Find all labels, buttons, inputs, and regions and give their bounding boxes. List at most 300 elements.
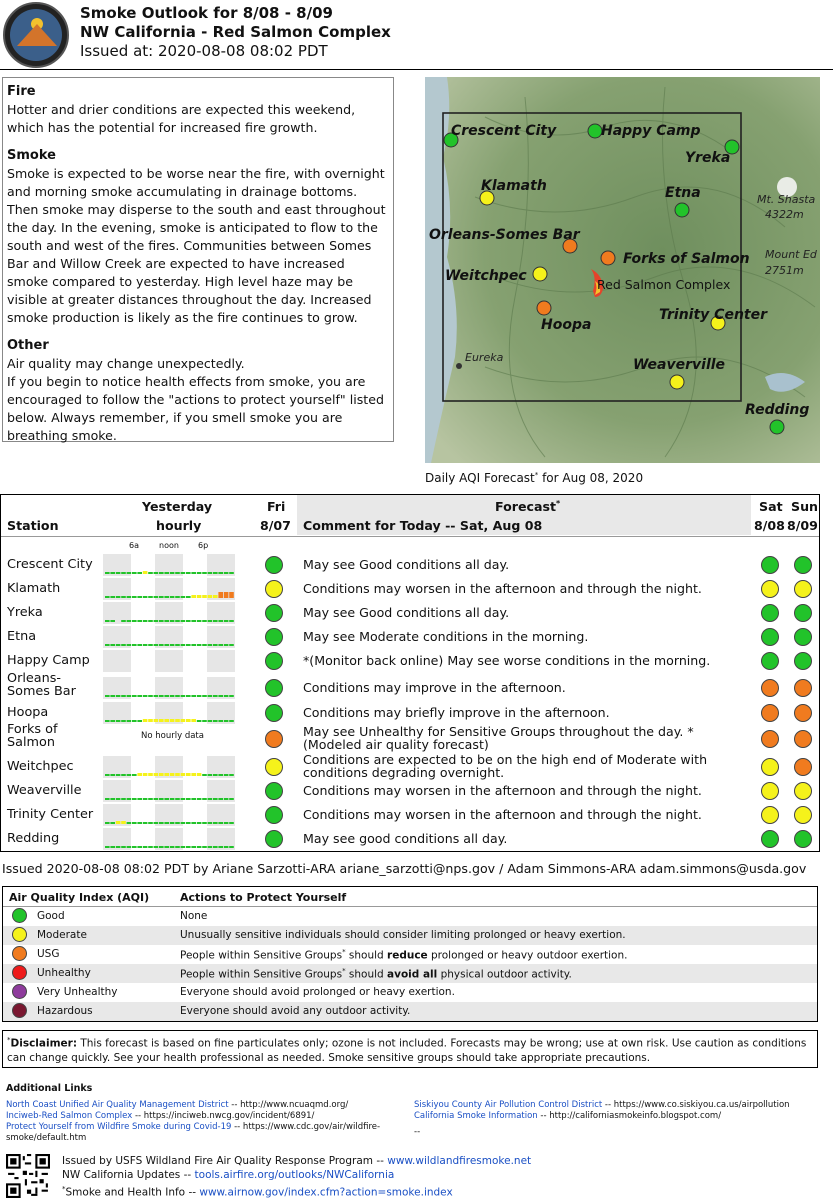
hourly-bar bbox=[170, 798, 175, 800]
hourly-bar bbox=[202, 644, 207, 646]
link-ncuaqmd[interactable]: North Coast Unified Air Quality Management District -- http://www.ncuaqmd.org/ bbox=[6, 1100, 349, 1110]
table-row bbox=[1, 625, 819, 649]
col-sat-date: 8/08 bbox=[754, 518, 785, 533]
hourly-bar bbox=[110, 846, 115, 848]
forecast-comment: May see Good conditions all day. bbox=[303, 557, 510, 572]
fri-aqi-dot bbox=[265, 730, 283, 748]
hourly-bar bbox=[191, 572, 196, 574]
hourly-bar bbox=[175, 846, 180, 848]
hourly-bar bbox=[224, 720, 229, 722]
hourly-bar bbox=[202, 720, 207, 722]
station-name: Weaverville bbox=[7, 783, 82, 798]
hourly-bar bbox=[224, 620, 229, 622]
region-title: NW California - Red Salmon Complex bbox=[80, 23, 391, 41]
sat-aqi-dot bbox=[761, 580, 779, 598]
hourly-bar bbox=[218, 572, 223, 574]
map-label-weaverville: Weaverville bbox=[633, 357, 726, 373]
hourly-bar bbox=[148, 719, 153, 722]
hourly-bar bbox=[121, 596, 126, 598]
hourly-bar bbox=[170, 572, 175, 574]
hourly-bar bbox=[137, 695, 142, 697]
map-dot-happy-camp bbox=[588, 124, 602, 138]
hourly-bar bbox=[159, 572, 164, 574]
hourly-bar bbox=[154, 572, 159, 574]
legend-row bbox=[3, 1002, 817, 1021]
smoke-heading: Smoke bbox=[7, 148, 56, 163]
hourly-bar bbox=[121, 821, 126, 824]
hourly-bar bbox=[213, 822, 218, 824]
hourly-bar bbox=[191, 798, 196, 800]
hourly-bar bbox=[143, 620, 148, 622]
hourly-bar bbox=[224, 846, 229, 848]
legend-action: Everyone should avoid any outdoor activity. bbox=[180, 1005, 411, 1017]
hourly-bar bbox=[186, 773, 191, 776]
link-inciweb[interactable]: Inciweb-Red Salmon Complex -- https://inciweb.nwcg.gov/incident/6891/ bbox=[6, 1111, 315, 1121]
sat-aqi-dot bbox=[761, 628, 779, 646]
legend-head-aqi: Air Quality Index (AQI) bbox=[9, 891, 150, 904]
hourly-bar bbox=[154, 773, 159, 776]
hourly-bar bbox=[148, 773, 153, 776]
map-dot-weitchpec bbox=[533, 267, 547, 281]
col-station: Station bbox=[7, 518, 59, 533]
map-caption: Daily AQI Forecast* for Aug 08, 2020 bbox=[425, 471, 644, 485]
hourly-bar bbox=[132, 720, 137, 722]
station-name: Hoopa bbox=[7, 705, 49, 720]
link-cdc[interactable]: Protect Yourself from Wildfire Smoke during Covid-19 -- https://www.cdc.gov/air/wildfire-smoke/default.htm bbox=[6, 1122, 381, 1143]
hourly-bar bbox=[127, 620, 132, 622]
hourly-bar bbox=[218, 798, 223, 800]
hourly-bar bbox=[213, 774, 218, 776]
table-row bbox=[1, 752, 819, 780]
hourly-sparkline bbox=[103, 780, 235, 802]
sun-aqi-dot bbox=[794, 679, 812, 697]
hourly-bar bbox=[191, 620, 196, 622]
hourly-bar bbox=[197, 595, 202, 598]
hourly-bar bbox=[137, 644, 142, 646]
hourly-bar bbox=[159, 596, 164, 598]
hourly-bar bbox=[132, 596, 137, 598]
hourly-bar bbox=[132, 822, 137, 824]
hourly-bar bbox=[175, 719, 180, 722]
sun-aqi-dot bbox=[794, 704, 812, 722]
map-label-shasta: Mt. Shasta bbox=[757, 193, 816, 206]
col-comment: Comment for Today -- Sat, Aug 08 bbox=[303, 518, 543, 533]
hourly-bar bbox=[137, 773, 142, 776]
hourly-bar bbox=[186, 596, 191, 598]
col-fri: Fri bbox=[267, 499, 286, 514]
hourly-bar bbox=[175, 596, 180, 598]
station-name: Weitchpec bbox=[7, 759, 74, 774]
hourly-bar bbox=[110, 620, 115, 622]
hourly-bar bbox=[143, 571, 148, 574]
hourly-bar bbox=[181, 620, 186, 622]
hourly-bar bbox=[181, 798, 186, 800]
page-title: Smoke Outlook for 8/08 - 8/09 bbox=[80, 4, 333, 22]
hourly-bar bbox=[143, 846, 148, 848]
hourly-bar bbox=[175, 572, 180, 574]
other-text-2: If you begin to notice health effects from smoke, you are encouraged to follow the "actions to protect yourself" listed below. Always remember, if you smell smoke you are breathing smoke. bbox=[7, 374, 384, 443]
forecast-comment: Conditions may improve in the afternoon. bbox=[303, 680, 566, 695]
col-sat: Sat bbox=[759, 499, 783, 514]
hourly-bar bbox=[229, 695, 234, 697]
hourly-bar bbox=[218, 720, 223, 722]
hourly-bar bbox=[202, 822, 207, 824]
hourly-bar bbox=[127, 644, 132, 646]
hourly-bar bbox=[132, 644, 137, 646]
legend-name: Good bbox=[37, 910, 65, 922]
hourly-bar bbox=[164, 620, 169, 622]
hourly-sparkline bbox=[103, 650, 235, 672]
hourly-bar bbox=[159, 719, 164, 722]
hourly-bar bbox=[148, 572, 153, 574]
hourly-bar bbox=[127, 822, 132, 824]
hourly-bar bbox=[154, 719, 159, 722]
hourly-sparkline bbox=[103, 756, 235, 778]
sun-aqi-dot bbox=[794, 580, 812, 598]
sun-aqi-dot bbox=[794, 758, 812, 776]
hourly-bar bbox=[208, 595, 213, 598]
legend-action: None bbox=[180, 910, 208, 922]
sun-aqi-dot bbox=[794, 628, 812, 646]
hourly-bar bbox=[164, 572, 169, 574]
sun-aqi-dot bbox=[794, 782, 812, 800]
other-heading: Other bbox=[7, 338, 49, 353]
hourly-bar bbox=[116, 798, 121, 800]
issued-at: Issued at: 2020-08-08 08:02 PDT bbox=[80, 42, 328, 60]
legend-row bbox=[3, 983, 817, 1002]
hourly-bar bbox=[110, 644, 115, 646]
legend-name: Very Unhealthy bbox=[37, 986, 118, 998]
hourly-bar bbox=[213, 695, 218, 697]
fire-heading: Fire bbox=[7, 84, 36, 99]
hourly-bar bbox=[110, 774, 115, 776]
hourly-bar bbox=[191, 822, 196, 824]
hourly-bar bbox=[116, 644, 121, 646]
hourly-bar bbox=[191, 846, 196, 848]
no-hourly-data: No hourly data bbox=[141, 731, 204, 741]
aqi-map[interactable] bbox=[425, 77, 820, 463]
narrative-box bbox=[2, 77, 394, 442]
hourly-bar bbox=[208, 695, 213, 697]
hourly-bar bbox=[148, 846, 153, 848]
hourly-bar bbox=[229, 644, 234, 646]
hourly-sparkline bbox=[103, 602, 235, 624]
legend-dot bbox=[12, 965, 27, 980]
legend-action: People within Sensitive Groups* should avoid all physical outdoor activity. bbox=[180, 967, 572, 981]
hourly-bar bbox=[197, 798, 202, 800]
hourly-bar bbox=[181, 596, 186, 598]
hourly-bar bbox=[159, 695, 164, 697]
fri-aqi-dot bbox=[265, 679, 283, 697]
table-row bbox=[1, 722, 819, 752]
map-label-klamath: Klamath bbox=[481, 178, 547, 194]
hourly-bar bbox=[143, 719, 148, 722]
hourly-bar bbox=[186, 644, 191, 646]
hourly-bar bbox=[121, 620, 126, 622]
hour-6p: 6p bbox=[198, 541, 209, 550]
legend-name: Moderate bbox=[37, 929, 87, 941]
table-row bbox=[1, 827, 819, 851]
hourly-bar bbox=[132, 774, 137, 776]
hourly-bar bbox=[159, 773, 164, 776]
hourly-bar bbox=[143, 596, 148, 598]
hourly-bar bbox=[143, 695, 148, 697]
fri-aqi-dot bbox=[265, 806, 283, 824]
hourly-bar bbox=[116, 846, 121, 848]
hourly-bar bbox=[105, 822, 110, 824]
hourly-bar bbox=[229, 798, 234, 800]
legend-action: Everyone should avoid prolonged or heavy exertion. bbox=[180, 986, 455, 998]
hourly-bar bbox=[143, 798, 148, 800]
map-dot-redding bbox=[770, 420, 784, 434]
hourly-bar bbox=[175, 695, 180, 697]
fri-aqi-dot bbox=[265, 580, 283, 598]
hourly-bar bbox=[121, 720, 126, 722]
hourly-bar bbox=[116, 720, 121, 722]
forecast-comment: *(Monitor back online) May see worse conditions in the morning. bbox=[303, 653, 711, 668]
hourly-bar bbox=[164, 719, 169, 722]
forecast-comment: May see good conditions all day. bbox=[303, 831, 508, 846]
legend-row bbox=[3, 907, 817, 926]
hourly-bar bbox=[105, 720, 110, 722]
map-label-mount-ed-elev: 2751m bbox=[765, 264, 804, 277]
hourly-bar bbox=[137, 822, 142, 824]
legend-dot bbox=[12, 946, 27, 961]
map-dot-hoopa bbox=[537, 301, 551, 315]
smoke-text: Smoke is expected to be worse near the fire, with overnight and morning smoke accumulating in drainage bottoms. Then smoke may disperse to the south and east throughout the day. In the evening, smoke is anticipated to flow to the south and west of the fires. Communities between Somes Bar and Willow Creek are expected to have increased smoke compared to yesterday. High level haze may be visible at greater distances throughout the day. Increased smoke production is likely as the fire continues to grow. bbox=[7, 166, 386, 325]
col-yesterday: Yesterday bbox=[142, 499, 213, 514]
hourly-bar bbox=[127, 572, 132, 574]
hourly-bar bbox=[110, 695, 115, 697]
hourly-bar bbox=[148, 596, 153, 598]
hourly-bar bbox=[121, 644, 126, 646]
legend-name: Hazardous bbox=[37, 1005, 93, 1017]
hourly-bar bbox=[137, 798, 142, 800]
sun-aqi-dot bbox=[794, 652, 812, 670]
hourly-bar bbox=[218, 620, 223, 622]
hourly-bar bbox=[224, 592, 229, 598]
aqi-legend bbox=[2, 886, 818, 1022]
hourly-bar bbox=[224, 798, 229, 800]
map-label-happy-camp: Happy Camp bbox=[601, 123, 701, 139]
col-forecast: Forecast* bbox=[495, 499, 561, 515]
legend-row bbox=[3, 964, 817, 983]
hourly-bar bbox=[132, 846, 137, 848]
sat-aqi-dot bbox=[761, 556, 779, 574]
footer-link-wildlandfiresmoke[interactable]: www.wildlandfiresmoke.net bbox=[387, 1155, 532, 1167]
hourly-sparkline bbox=[103, 626, 235, 648]
forecast-comment: Conditions may worsen in the afternoon and through the night. bbox=[303, 783, 702, 798]
hourly-sparkline bbox=[103, 677, 235, 699]
hourly-bar bbox=[208, 572, 213, 574]
map-label-forks: Forks of Salmon bbox=[623, 251, 750, 267]
table-row bbox=[1, 671, 819, 700]
legend-dot bbox=[12, 927, 27, 942]
hourly-bar bbox=[143, 822, 148, 824]
hourly-bar bbox=[202, 620, 207, 622]
hourly-bar bbox=[121, 774, 126, 776]
footer-link-airnow[interactable]: www.airnow.gov/index.cfm?action=smoke.index bbox=[199, 1186, 453, 1199]
hourly-bar bbox=[218, 695, 223, 697]
hourly-bar bbox=[137, 596, 142, 598]
hourly-bar bbox=[143, 644, 148, 646]
hourly-bar bbox=[197, 720, 202, 722]
hourly-bar bbox=[181, 846, 186, 848]
hourly-bar bbox=[186, 798, 191, 800]
hourly-sparkline bbox=[103, 702, 235, 724]
program-logo bbox=[3, 2, 69, 68]
issued-by: Issued 2020-08-08 08:02 PDT by Ariane Sarzotti-ARA ariane_sarzotti@nps.gov / Adam Simmons-ARA adam.simmons@usda.gov bbox=[2, 861, 807, 876]
hourly-bar bbox=[137, 720, 142, 722]
hourly-bar bbox=[170, 644, 175, 646]
hourly-bar bbox=[127, 720, 132, 722]
hourly-bar bbox=[208, 644, 213, 646]
link-siskiyou[interactable]: Siskiyou County Air Pollution Control District -- https://www.co.siskiyou.ca.us/airpollution bbox=[414, 1100, 790, 1110]
hourly-bar bbox=[154, 695, 159, 697]
forecast-comment: May see Good conditions all day. bbox=[303, 605, 510, 620]
hourly-bar bbox=[127, 774, 132, 776]
forecast-comment: May see Unhealthy for Sensitive Groups throughout the day. *(Modeled air quality forecast) bbox=[303, 724, 694, 752]
station-name: Trinity Center bbox=[7, 807, 94, 822]
sun-aqi-dot bbox=[794, 806, 812, 824]
fire-text: Hotter and drier conditions are expected this weekend, which has the potential for increased fire growth. bbox=[7, 102, 356, 135]
hourly-bar bbox=[202, 595, 207, 598]
hourly-bar bbox=[121, 695, 126, 697]
forecast-comment: May see Moderate conditions in the morning. bbox=[303, 629, 589, 644]
hourly-bar bbox=[164, 822, 169, 824]
hourly-bar bbox=[137, 620, 142, 622]
forecast-comment: Conditions may worsen in the afternoon and through the night. bbox=[303, 581, 702, 596]
footer-link-airfire[interactable]: tools.airfire.org/outlooks/NWCalifornia bbox=[194, 1169, 395, 1181]
hourly-bar bbox=[191, 719, 196, 722]
header bbox=[0, 0, 833, 70]
hourly-bar bbox=[110, 572, 115, 574]
hourly-bar bbox=[224, 822, 229, 824]
qr-code-icon bbox=[6, 1154, 50, 1198]
fri-aqi-dot bbox=[265, 604, 283, 622]
map-dot-weaverville bbox=[670, 375, 684, 389]
forecast-comment: Conditions are expected to be on the high end of Moderate with conditions degrading overnight. bbox=[303, 752, 708, 780]
hourly-bar bbox=[154, 620, 159, 622]
hourly-bar bbox=[154, 596, 159, 598]
hourly-bar bbox=[132, 695, 137, 697]
hourly-bar bbox=[105, 695, 110, 697]
hourly-bar bbox=[181, 572, 186, 574]
hourly-bar bbox=[181, 695, 186, 697]
hourly-bar bbox=[213, 620, 218, 622]
disclaimer: *Disclaimer: This forecast is based on fine particulates only; ozone is not included. Forecasts may be wrong; use at own risk. Use caution as conditions can change quickly. See your health professional as needed. Smoke sensitive groups should take appropriate precautions. bbox=[2, 1030, 818, 1068]
hourly-bar bbox=[181, 644, 186, 646]
hourly-sparkline bbox=[103, 554, 235, 576]
sat-aqi-dot bbox=[761, 782, 779, 800]
hourly-bar bbox=[208, 798, 213, 800]
hourly-bar bbox=[116, 572, 121, 574]
hourly-bar bbox=[127, 846, 132, 848]
legend-head-actions: Actions to Protect Yourself bbox=[180, 891, 347, 904]
sat-aqi-dot bbox=[761, 730, 779, 748]
sun-aqi-dot bbox=[794, 830, 812, 848]
legend-action: People within Sensitive Groups* should reduce prolonged or heavy outdoor exertion. bbox=[180, 948, 628, 962]
hourly-bar bbox=[186, 572, 191, 574]
fri-aqi-dot bbox=[265, 830, 283, 848]
map-label-redding: Redding bbox=[745, 402, 810, 418]
map-dot-etna bbox=[675, 203, 689, 217]
hourly-bar bbox=[170, 620, 175, 622]
hourly-bar bbox=[202, 846, 207, 848]
map-label-etna: Etna bbox=[665, 185, 701, 201]
hourly-bar bbox=[121, 572, 126, 574]
hourly-bar bbox=[197, 773, 202, 776]
col-fri-date: 8/07 bbox=[260, 518, 291, 533]
hourly-bar bbox=[170, 846, 175, 848]
hourly-bar bbox=[116, 774, 121, 776]
hourly-bar bbox=[170, 719, 175, 722]
map-dot-forks bbox=[601, 251, 615, 265]
link-ca-smoke[interactable]: California Smoke Information -- http://californiasmokeinfo.blogspot.com/ bbox=[414, 1111, 722, 1121]
station-name: Redding bbox=[7, 831, 60, 846]
legend-row bbox=[3, 926, 817, 945]
legend-dot bbox=[12, 1003, 27, 1018]
table-row bbox=[1, 803, 819, 827]
hourly-bar bbox=[105, 798, 110, 800]
hourly-bar bbox=[164, 773, 169, 776]
fri-aqi-dot bbox=[265, 704, 283, 722]
hourly-bar bbox=[186, 695, 191, 697]
hourly-bar bbox=[154, 644, 159, 646]
legend-action: Unusually sensitive individuals should consider limiting prolonged or heavy exertion. bbox=[180, 929, 626, 941]
forecast-comment: Conditions may briefly improve in the afternoon. bbox=[303, 705, 610, 720]
hourly-bar bbox=[186, 822, 191, 824]
hourly-bar bbox=[175, 773, 180, 776]
hour-6a: 6a bbox=[129, 541, 139, 550]
hourly-bar bbox=[213, 595, 218, 598]
station-name: Klamath bbox=[7, 581, 61, 596]
hourly-bar bbox=[175, 644, 180, 646]
hourly-bar bbox=[121, 798, 126, 800]
hourly-bar bbox=[229, 720, 234, 722]
map-label-trinity: Trinity Center bbox=[659, 307, 768, 323]
fri-aqi-dot bbox=[265, 556, 283, 574]
hourly-bar bbox=[110, 596, 115, 598]
legend-dot bbox=[12, 984, 27, 999]
hourly-bar bbox=[164, 798, 169, 800]
hourly-bar bbox=[186, 620, 191, 622]
hourly-bar bbox=[208, 720, 213, 722]
hourly-bar bbox=[116, 695, 121, 697]
hourly-bar bbox=[202, 572, 207, 574]
forecast-comment: Conditions may worsen in the afternoon and through the night. bbox=[303, 807, 702, 822]
col-sun: Sun bbox=[791, 499, 819, 514]
sun-aqi-dot bbox=[794, 730, 812, 748]
table-row bbox=[1, 577, 819, 601]
hourly-bar bbox=[105, 572, 110, 574]
hourly-bar bbox=[208, 822, 213, 824]
hourly-sparkline bbox=[103, 804, 235, 826]
hourly-bar bbox=[132, 620, 137, 622]
hourly-bar bbox=[224, 644, 229, 646]
additional-links-title: Additional Links bbox=[6, 1083, 93, 1094]
hourly-bar bbox=[218, 774, 223, 776]
hourly-bar bbox=[218, 644, 223, 646]
hourly-bar bbox=[213, 720, 218, 722]
sat-aqi-dot bbox=[761, 652, 779, 670]
col-hourly: hourly bbox=[156, 518, 202, 533]
hourly-bar bbox=[191, 644, 196, 646]
hourly-bar bbox=[110, 720, 115, 722]
map-label-yreka: Yreka bbox=[685, 150, 731, 166]
hourly-bar bbox=[224, 695, 229, 697]
hourly-bar bbox=[229, 774, 234, 776]
